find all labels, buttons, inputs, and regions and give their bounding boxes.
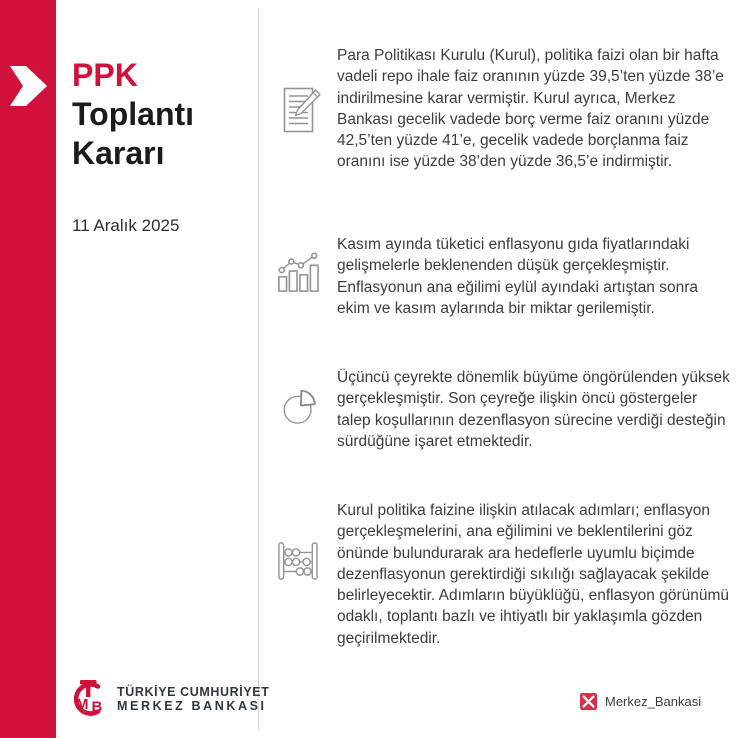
meeting-date: 11 Aralık 2025 (72, 216, 180, 235)
pie-chart-icon (281, 385, 318, 427)
paragraph-inflation: Kasım ayında tüketici enflasyonu gıda fiyatlarındaki gelişmelerle beklenenden düşük gerçekleşmiştir. Enflasyonun ana eğilimi eylül ayındaki artıştan sonra ekim ve kasım aylarında bir miktar gerilemiştir. (337, 236, 699, 317)
title-line-karari: Kararı (72, 135, 165, 171)
bar-chart-trend-icon (277, 251, 319, 293)
paragraph-policy-guidance: Kurul politika faizine ilişkin atılacak adımları; enflasyon gerçekleşmelerini, ana eğilimini ve beklentilerini göz önünde bulundurarak ara hedeflerle uyumlu biçimde dezenflasyonun gerektirdiği sıkılığı sağlayacak şekilde belirleyecektir. Adımların büyüklüğü, enflasyon görünümü odaklı, toplantı bazlı ve ihtiyatlı bir yaklaşımla gözden geçirilmektedir. (337, 502, 730, 647)
bank-name (117, 685, 269, 713)
memo-pen-icon (282, 86, 322, 134)
logo-letter-m: M (76, 696, 89, 713)
abacus-icon (277, 539, 319, 583)
bank-name-line1: TÜRKİYE CUMHURİYET (117, 685, 270, 699)
x-twitter-icon (580, 693, 597, 710)
accent-sidebar (0, 0, 56, 738)
logo-letter-b: B (91, 698, 103, 716)
title-line-toplanti: Toplantı (72, 96, 195, 132)
vertical-divider (258, 8, 259, 730)
paragraph-policy-rate: Para Politikası Kurulu (Kurul), politika faizi olan bir hafta vadeli repo ihale faiz oranının yüzde 39,5’ten yüzde 38’e indirilmesine karar vermiştir. Kurul ayrıca, Merkez Bankası gecelik vadede borç verme faiz oranını yüzde 42,5’ten yüzde 41’e, gecelik vadede borçlanma faiz oranını ise yüzde 38’den yüzde 36,5’e indirmiştir. (337, 47, 724, 171)
social-handle-text: Merkez_Bankasi (605, 694, 702, 709)
social-handle-link[interactable] (580, 693, 701, 710)
bank-name-line2: MERKEZ BANKASI (117, 699, 267, 713)
chevron-right-icon (10, 66, 47, 106)
title-line-ppk: PPK (72, 57, 138, 93)
tcmb-logo-icon (68, 678, 108, 718)
page-title (72, 56, 194, 173)
paragraph-growth: Üçüncü çeyrekte dönemlik büyüme öngörülenden yüksek gerçekleşmiştir. Son çeyreğe ilişkin öncü göstergeler talep koşullarının dezenflasyon sürecine verdiği desteğin sürdüğüne işaret etmektedir. (337, 369, 730, 450)
